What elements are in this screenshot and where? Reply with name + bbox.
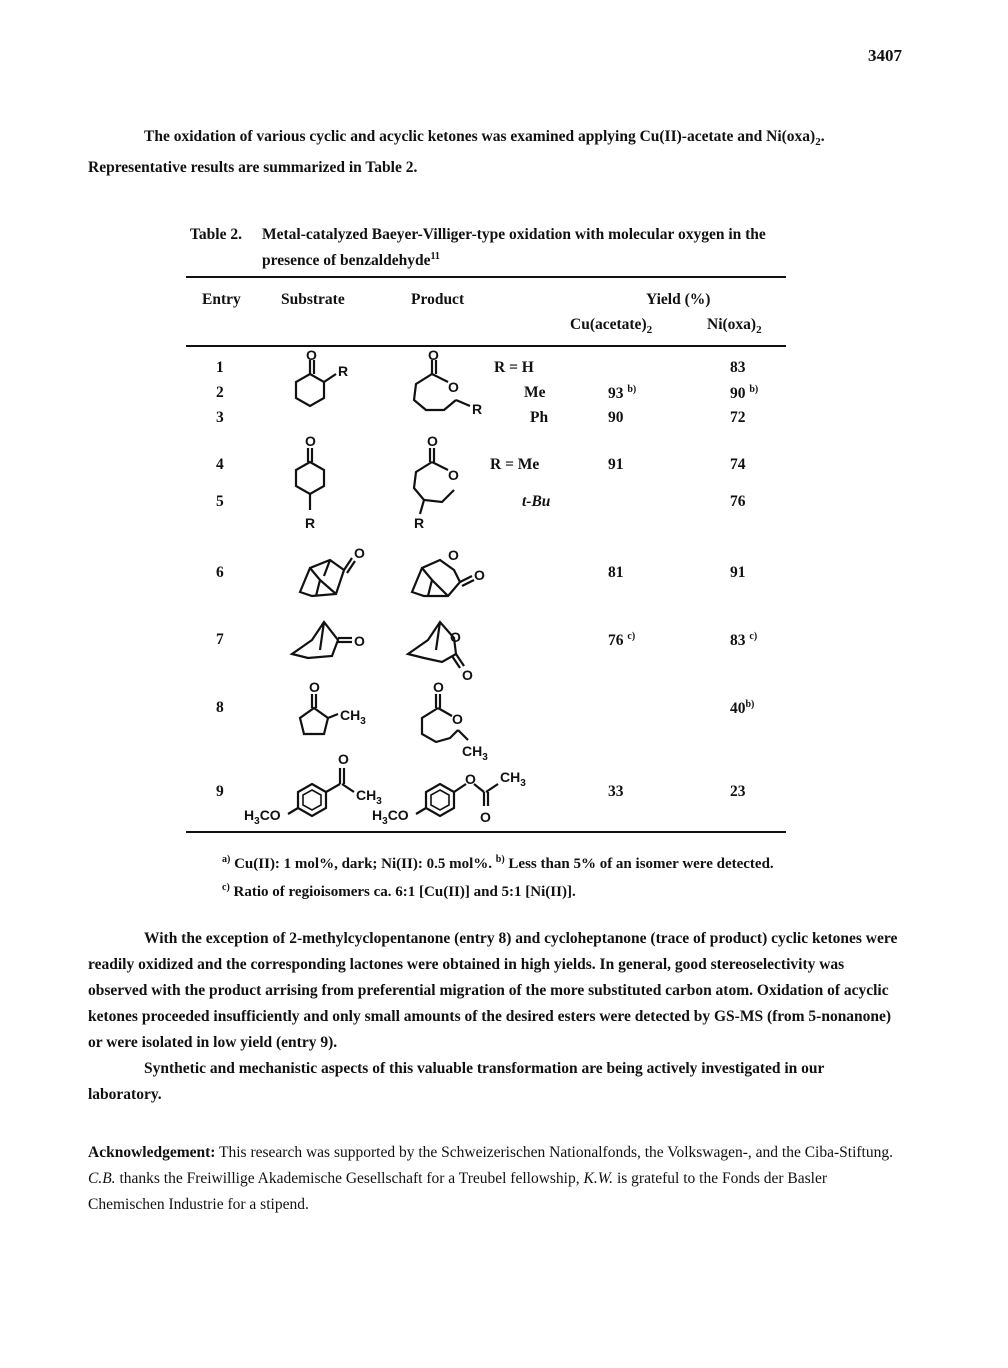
svg-text:O: O <box>338 751 349 767</box>
footnote-a: Cu(II): 1 mol%, dark; Ni(II): 0.5 mol%. <box>230 856 496 872</box>
cu-yield-7: 76 $^{c)}$ <box>608 631 636 650</box>
footnote-b-mark: b) <box>495 854 505 865</box>
entry-6: 6 <box>216 564 224 581</box>
svg-text:O: O <box>354 633 365 649</box>
ack-cb: C.B. <box>88 1170 116 1187</box>
svg-text:CH3: $CH_3$ <box>340 707 366 727</box>
footnote-c-mark: c) <box>222 882 230 893</box>
cu-yield-4: 91 <box>608 456 624 473</box>
svg-text:CH3: $CH_3$ <box>500 769 526 789</box>
header-product: Product <box>411 291 465 308</box>
ni-yield-7: 83 $^{c)}$ <box>730 631 758 650</box>
svg-text:O: O <box>474 567 485 583</box>
entry-7: 7 <box>216 631 224 648</box>
r-label-1: R = H <box>494 359 534 376</box>
header-substrate: Substrate <box>281 291 345 308</box>
intro-text-before: The oxidation of various cyclic and acyclic ketones was examined applying Cu(II)-acetate and Ni(oxa) <box>144 128 816 145</box>
svg-text:O: O <box>427 433 438 449</box>
caption-ref: 11 <box>430 251 440 262</box>
ni-yield-9: 23 <box>730 783 746 800</box>
entry-1: 1 <box>216 359 224 376</box>
footnote-b: Less than 5% of an isomer were detected. <box>504 856 774 872</box>
header-ni: $Ni(oxa)_2$ <box>707 316 762 337</box>
r-label-4: R = Me <box>490 456 540 473</box>
results-paragraph <box>88 926 898 1108</box>
svg-text:R: R <box>472 401 483 417</box>
header-entry: Entry <box>202 291 241 308</box>
ack-text-3: is grateful to the Fonds der Basler Chemischen Industrie for a stipend. <box>88 1170 828 1213</box>
ni-yield-5: 76 <box>730 493 746 510</box>
svg-text:O: O <box>305 433 316 449</box>
structure-substrate-7 <box>286 614 376 664</box>
entry-5: 5 <box>216 493 224 510</box>
intro-paragraph <box>88 124 898 181</box>
ni-yield-8: 40$^{b)}$ <box>730 699 755 718</box>
svg-text:R: R <box>414 515 425 531</box>
svg-text:O: O <box>452 711 463 727</box>
intro-text-after: . Representative results are summarized in Table 2. <box>88 128 825 177</box>
svg-text:R: R <box>338 363 349 379</box>
structure-substrate-8 <box>284 679 384 744</box>
entry-4: 4 <box>216 456 224 473</box>
entry-8: 8 <box>216 699 224 716</box>
ni-yield-1: 83 <box>730 359 746 376</box>
svg-text:O: O <box>433 679 444 695</box>
svg-text:O: O <box>448 467 459 483</box>
table-footnotes <box>222 848 782 904</box>
entry-9: 9 <box>216 783 224 800</box>
ack-text-1: This research was supported by the Schweizerischen Nationalfonds, the Volkswagen-, and the Ciba-Stiftung. <box>215 1144 893 1161</box>
ni-yield-3: 72 <box>730 409 746 426</box>
ack-kw: K.W. <box>583 1170 614 1187</box>
table-top-rule <box>186 276 786 278</box>
svg-text:O: O <box>480 809 491 825</box>
svg-text:H3CO: $H_3CO$ <box>372 807 409 827</box>
svg-text:O: O <box>450 629 461 645</box>
intro-sub: 2 <box>815 136 821 149</box>
table-header-rule <box>186 345 786 347</box>
structure-substrate-1-3 <box>280 347 360 424</box>
footnote-a-mark: a) <box>222 854 231 865</box>
acknowledgement <box>88 1140 898 1218</box>
svg-text:O: O <box>428 347 439 363</box>
table-caption-text <box>262 224 822 272</box>
r-label-3: Ph <box>530 409 549 426</box>
entry-3: 3 <box>216 409 224 426</box>
paragraph-3: Synthetic and mechanistic aspects of this valuable transformation are being actively investigated in our laboratory. <box>88 1060 825 1103</box>
svg-text:O: O <box>448 547 459 563</box>
caption-main: Metal-catalyzed Baeyer-Villiger-type oxidation with molecular oxygen in the presence of benzaldehyde <box>262 226 766 270</box>
structure-substrate-4-5 <box>280 433 340 536</box>
footnote-c: Ratio of regioisomers ca. 6:1 [Cu(II)] and 5:1 [Ni(II)]. <box>229 884 576 900</box>
header-cu: $Cu(acetate)_2$ <box>570 316 653 337</box>
svg-text:O: O <box>462 667 473 683</box>
entry-2: 2 <box>216 384 224 401</box>
structure-product-4-5 <box>402 433 482 536</box>
r-label-2: Me <box>524 384 546 401</box>
svg-text:O: O <box>309 679 320 695</box>
svg-text:CH3: $CH_3$ <box>462 743 488 763</box>
ack-text-2: thanks the Freiwillige Akademische Gesellschaft for a Treubel fellowship, <box>115 1170 584 1187</box>
header-yield: Yield (%) <box>646 291 711 308</box>
ack-label: Acknowledgement: <box>88 1144 216 1161</box>
svg-text:O: O <box>448 379 459 395</box>
structure-product-9 <box>372 746 542 826</box>
cu-yield-6: 81 <box>608 564 624 581</box>
r-label-5: t-Bu <box>522 493 551 510</box>
svg-text:R: R <box>305 515 316 531</box>
svg-text:CH3: $CH_3$ <box>356 787 382 807</box>
ni-yield-4: 74 <box>730 456 746 473</box>
cu-yield-9: 33 <box>608 783 624 800</box>
svg-text:H3CO: $H_3CO$ <box>244 807 281 827</box>
structure-product-1-3 <box>402 347 492 424</box>
ni-yield-2: 90 $^{b)}$ <box>730 384 759 403</box>
cu-yield-3: 90 <box>608 409 624 426</box>
svg-text:O: O <box>465 771 476 787</box>
page-number: 3407 <box>868 46 902 65</box>
structure-product-6 <box>402 546 502 606</box>
ni-yield-6: 91 <box>730 564 746 581</box>
paragraph-2: With the exception of 2-methylcyclopentanone (entry 8) and cycloheptanone (trace of product) cyclic ketones were readily oxidized and the corresponding lactones were obtained in high yields. In general, good stereoselectivity was observed with the product arrising from preferential migration of the more substituted carbon atom. Oxidation of acyclic ketones proceeded insufficiently and only small amounts of the desired esters were detected by GS-MS (from 5-nonanone) or were isolated in low yield (entry 9). <box>88 930 898 1051</box>
structure-substrate-6 <box>290 546 370 606</box>
cu-yield-2: 93 $^{b)}$ <box>608 384 637 403</box>
table-bottom-rule <box>186 831 786 833</box>
svg-text:O: O <box>354 545 365 561</box>
structure-product-7 <box>402 614 492 684</box>
table-label: Table 2. <box>190 226 242 243</box>
svg-text:O: O <box>306 347 317 363</box>
